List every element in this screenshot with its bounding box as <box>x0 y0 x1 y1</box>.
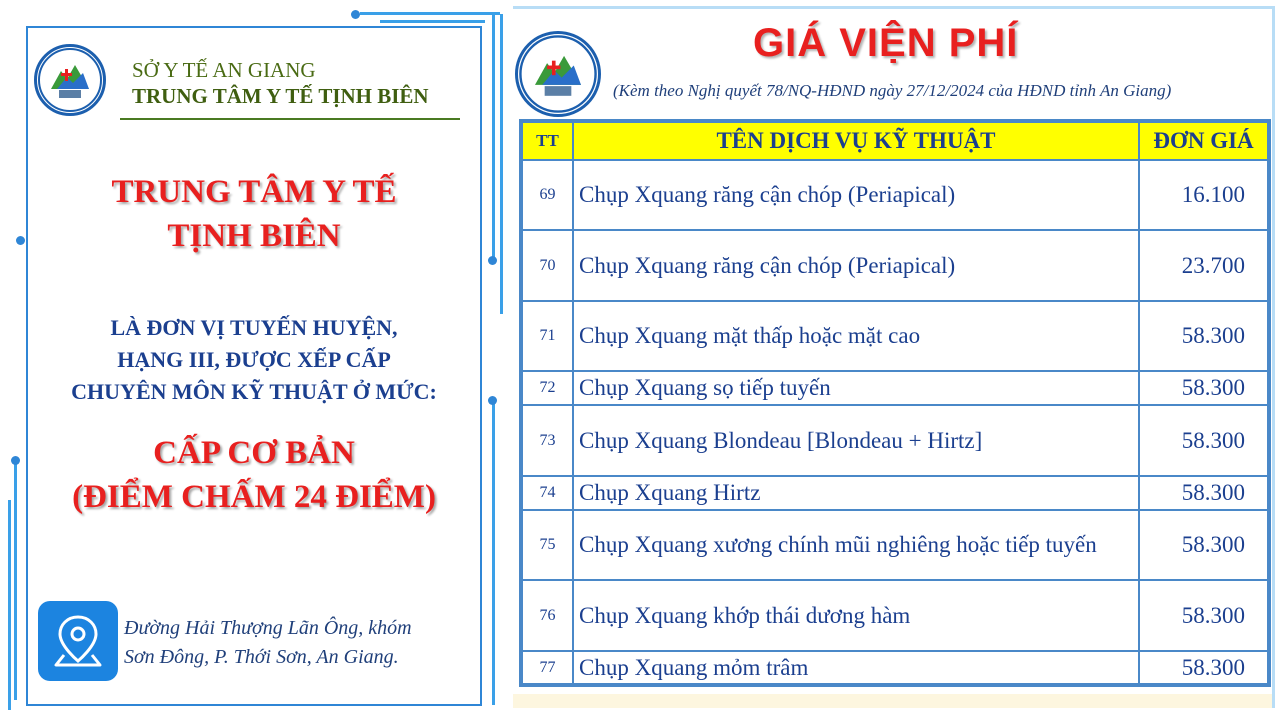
hospital-logo-graphic <box>518 34 598 114</box>
row-number: 75 <box>521 510 573 580</box>
row-price: 58.300 <box>1139 371 1269 405</box>
frame-dot <box>351 10 360 19</box>
frame-accent-right-vertical <box>492 14 495 260</box>
header-divider <box>120 118 460 120</box>
row-number: 74 <box>521 476 573 510</box>
row-price: 58.300 <box>1139 476 1269 510</box>
table-row <box>521 160 1269 230</box>
row-number: 70 <box>521 230 573 301</box>
frame-dot <box>488 396 497 405</box>
address-line1: Đường Hải Thượng Lãn Ông, khóm <box>124 617 412 639</box>
center-title-line1: TRUNG TÂM Y TẾ <box>111 174 397 210</box>
frame-dot <box>488 256 497 265</box>
row-service-name: Chụp Xquang răng cận chóp (Periapical) <box>573 230 1139 301</box>
center-title-line2: TỊNH BIÊN <box>167 218 341 254</box>
table-row <box>521 510 1269 580</box>
frame-accent-left-vertical <box>14 460 17 700</box>
row-number: 77 <box>521 651 573 685</box>
hospital-logo <box>34 44 106 116</box>
frame-accent-top2 <box>380 20 485 23</box>
row-price: 58.300 <box>1139 510 1269 580</box>
level-line1: CẤP CƠ BẢN <box>153 435 355 471</box>
table-row <box>521 405 1269 476</box>
header-tt: TT <box>521 121 573 160</box>
table-row <box>521 371 1269 405</box>
row-number: 69 <box>521 160 573 230</box>
bottom-band <box>513 694 1272 708</box>
description-line1: LÀ ĐƠN VỊ TUYẾN HUYỆN, <box>110 315 398 340</box>
frame-accent-bottom-vertical <box>492 400 495 705</box>
row-service-name: Chụp Xquang mặt thấp hoặc mặt cao <box>573 301 1139 371</box>
frame-dot <box>11 456 20 465</box>
frame-accent-left-vertical2 <box>8 500 11 710</box>
frame-dot <box>16 236 25 245</box>
level-line2: (ĐIỂM CHẤM 24 ĐIỂM) <box>72 479 436 515</box>
header-unit-price: ĐƠN GIÁ <box>1139 121 1269 160</box>
table-row <box>521 301 1269 371</box>
frame-accent-top <box>360 12 500 15</box>
price-list-subtitle: (Kèm theo Nghị quyết 78/NQ-HĐND ngày 27/12/2024 của HĐND tỉnh An Giang) <box>613 81 1172 100</box>
table-row <box>521 580 1269 651</box>
row-service-name: Chụp Xquang răng cận chóp (Periapical) <box>573 160 1139 230</box>
row-price: 58.300 <box>1139 405 1269 476</box>
row-price: 23.700 <box>1139 230 1269 301</box>
price-list-title: GIÁ VIỆN PHÍ <box>753 21 1019 65</box>
header-service-name: TÊN DỊCH VỤ KỸ THUẬT <box>573 121 1139 160</box>
row-service-name: Chụp Xquang Blondeau [Blondeau + Hirtz] <box>573 405 1139 476</box>
address-text <box>124 614 412 672</box>
table-row <box>521 651 1269 685</box>
row-price: 58.300 <box>1139 580 1269 651</box>
hospital-logo <box>515 31 601 117</box>
org-name: TRUNG TÂM Y TẾ TỊNH BIÊN <box>132 84 429 108</box>
table-row <box>521 230 1269 301</box>
row-number: 76 <box>521 580 573 651</box>
description-line2: HẠNG III, ĐƯỢC XẾP CẤP <box>117 347 391 372</box>
row-service-name: Chụp Xquang Hirtz <box>573 476 1139 510</box>
description-line3: CHUYÊN MÔN KỸ THUẬT Ở MỨC: <box>71 379 437 404</box>
row-service-name: Chụp Xquang mỏm trâm <box>573 651 1139 685</box>
price-table <box>519 119 1271 687</box>
row-price: 58.300 <box>1139 301 1269 371</box>
hospital-logo-graphic <box>37 47 103 113</box>
row-number: 72 <box>521 371 573 405</box>
info-panel <box>26 26 482 706</box>
row-service-name: Chụp Xquang xương chính mũi nghiêng hoặc tiếp tuyến <box>573 510 1139 580</box>
row-price: 58.300 <box>1139 651 1269 685</box>
table-header-row <box>521 121 1269 160</box>
org-parent-name: SỞ Y TẾ AN GIANG <box>132 58 316 82</box>
row-service-name: Chụp Xquang khớp thái dương hàm <box>573 580 1139 651</box>
address-line2: Sơn Đông, P. Thới Sơn, An Giang. <box>124 646 399 668</box>
row-number: 73 <box>521 405 573 476</box>
row-number: 71 <box>521 301 573 371</box>
price-panel <box>513 6 1275 708</box>
table-row <box>521 476 1269 510</box>
row-service-name: Chụp Xquang sọ tiếp tuyến <box>573 371 1139 405</box>
frame-accent-right-vertical2 <box>500 14 503 314</box>
row-price: 16.100 <box>1139 160 1269 230</box>
location-pin-icon <box>38 601 118 681</box>
